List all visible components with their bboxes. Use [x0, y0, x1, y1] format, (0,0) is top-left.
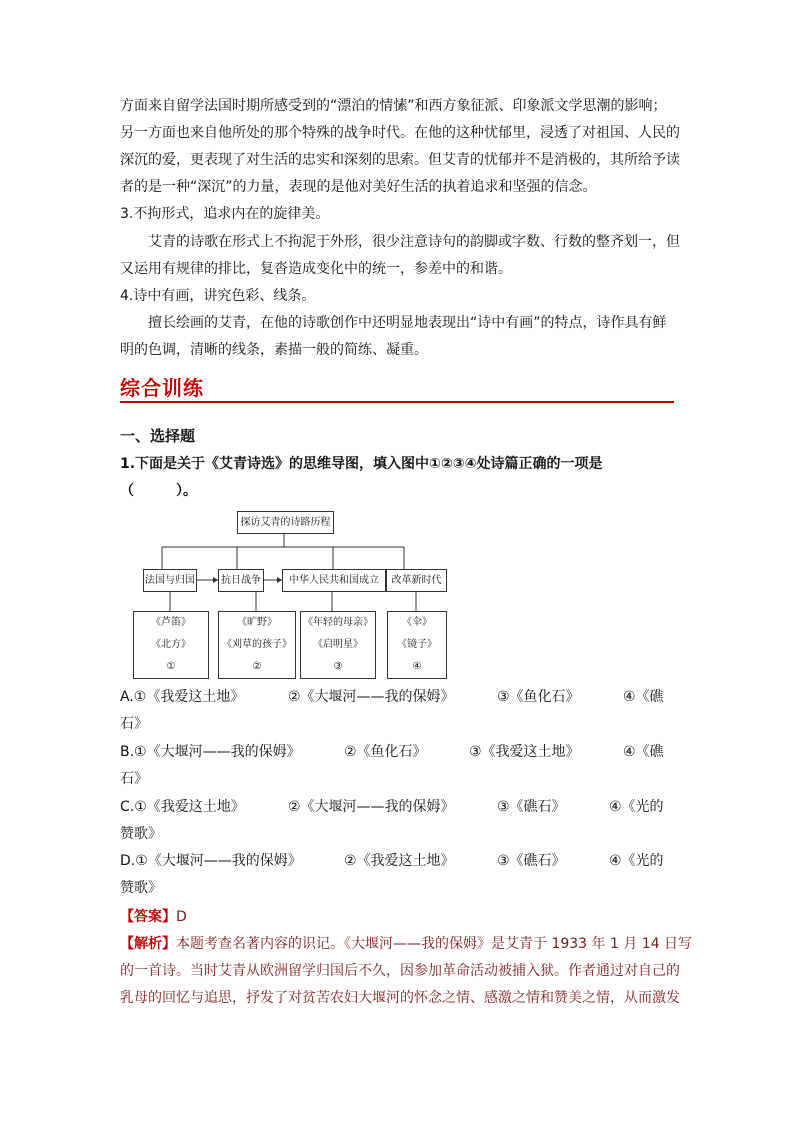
- option-b-4: ④《礁: [623, 744, 664, 760]
- leaf-1-poem-b: 《北方》: [151, 639, 191, 650]
- mind-map-root: 探访艾青的诗路历程: [237, 511, 334, 534]
- option-a-4-cont: 石》: [120, 716, 148, 732]
- point4-heading: 4.诗中有画，讲究色彩、线条。: [120, 288, 316, 304]
- option-a-2: ②《大堰河——我的保姆》: [288, 689, 455, 705]
- option-b-1: B.①《大堰河——我的保姆》: [120, 744, 301, 760]
- leaf-box-1: [133, 611, 209, 679]
- option-a-4: ④《礁: [623, 689, 664, 705]
- option-b-2: ②《鱼化石》: [344, 744, 427, 760]
- point3-heading: 3.不拘形式，追求内在的旋律美。: [120, 206, 330, 222]
- leaf-3-poem-b: 《启明星》: [313, 639, 363, 650]
- stage-box-4: 改革新时代: [386, 569, 447, 592]
- intro-line-4: 者的是一种“深沉”的力量，表现的是他对美好生活的执着追求和坚强的信念。: [120, 179, 597, 195]
- option-c-2: ②《大堰河——我的保姆》: [288, 799, 455, 815]
- leaf-box-2: [218, 611, 296, 679]
- leaf-2-poem-b: 《刈草的孩子》: [222, 639, 292, 650]
- leaf-2-number: ②: [252, 661, 262, 672]
- intro-line-1: 方面来自留学法国时期所感受到的“漂泊的情愫”和西方象征派、印象派文学思潮的影响；: [120, 98, 667, 114]
- leaf-1-number: ①: [166, 661, 176, 672]
- question-line-2: （ ）。: [120, 483, 197, 499]
- stage-box-1: 法国与归国: [143, 569, 197, 592]
- question-line-1: 1.下面是关于《艾青诗选》的思维导图，填入图中①②③④处诗篇正确的一项是: [120, 456, 603, 472]
- leaf-4-poem-a: 《伞》: [402, 617, 432, 628]
- leaf-4-number: ④: [412, 661, 422, 672]
- point3-line-1: 艾青的诗歌在形式上不拘泥于外形，很少注意诗句的韵脚或字数、行数的整齐划一，但: [148, 234, 680, 250]
- option-b-3: ③《我爱这土地》: [469, 744, 580, 760]
- option-d-3: ③《礁石》: [497, 853, 566, 869]
- leaf-box-3: [300, 611, 376, 679]
- option-d-1: D.①《大堰河——我的保姆》: [120, 853, 302, 869]
- leaf-4-poem-b: 《镜子》: [397, 639, 437, 650]
- analysis-line-2: 的一首诗。当时艾青从欧洲留学归国后不久，因参加革命活动被捕入狱。作者通过对自己的: [120, 963, 680, 979]
- section-title: 综合训练: [120, 376, 204, 400]
- leaf-2-poem-a: 《旷野》: [237, 617, 277, 628]
- answer-tag: 【答案】: [120, 909, 176, 925]
- intro-line-3: 深沉的爱，更表现了对生活的忠实和深刻的思索。但艾青的忧郁并不是消极的，其所给予读: [120, 152, 680, 168]
- answer-line: [120, 904, 680, 931]
- option-a-3: ③《鱼化石》: [497, 689, 580, 705]
- leaf-3-number: ③: [333, 661, 343, 672]
- analysis-line-3: 乳母的回忆与追思，抒发了对贫苦农妇大堰河的怀念之情、感激之情和赞美之情，从而激发: [120, 990, 680, 1006]
- option-a-1: A.①《我爱这土地》: [120, 689, 245, 705]
- option-c-1: C.①《我爱这土地》: [120, 799, 245, 815]
- analysis-line-1: [120, 931, 693, 958]
- point3-line-2: 又运用有规律的排比，复沓造成变化中的统一，参差中的和谐。: [120, 261, 512, 277]
- leaf-box-4: [387, 611, 447, 679]
- point4-line-1: 擅长绘画的艾青，在他的诗歌创作中还明显地表现出“诗中有画”的特点，诗作具有鲜: [148, 315, 667, 331]
- option-d-4: ④《光的: [609, 853, 664, 869]
- option-d-2: ②《我爱这土地》: [344, 853, 455, 869]
- option-c-4: ④《光的: [609, 799, 664, 815]
- option-d-4-cont: 赞歌》: [120, 880, 162, 896]
- analysis-text-1: 本题考查名著内容的识记。《大堰河——我的保姆》是艾青于 1933 年 1 月 14 日写: [176, 936, 693, 952]
- leaf-3-poem-a: 《年轻的母亲》: [303, 617, 373, 628]
- point4-line-2: 明的色调，清晰的线条，素描一般的简练、凝重。: [120, 342, 428, 358]
- option-c-3: ③《礁石》: [497, 799, 566, 815]
- analysis-tag: 【解析】: [120, 936, 176, 952]
- part-title: 一、选择题: [120, 427, 196, 445]
- stage-box-3: 中华人民共和国成立: [282, 569, 386, 592]
- option-c-4-cont: 赞歌》: [120, 826, 162, 842]
- answer-value: D: [176, 909, 187, 925]
- intro-line-2: 另一方面也来自他所处的那个特殊的战争时代。在他的这种忧郁里，浸透了对祖国、人民的: [120, 125, 680, 141]
- option-b-4-cont: 石》: [120, 771, 148, 787]
- leaf-1-poem-a: 《芦笛》: [151, 617, 191, 628]
- stage-box-2: 抗日战争: [218, 569, 264, 592]
